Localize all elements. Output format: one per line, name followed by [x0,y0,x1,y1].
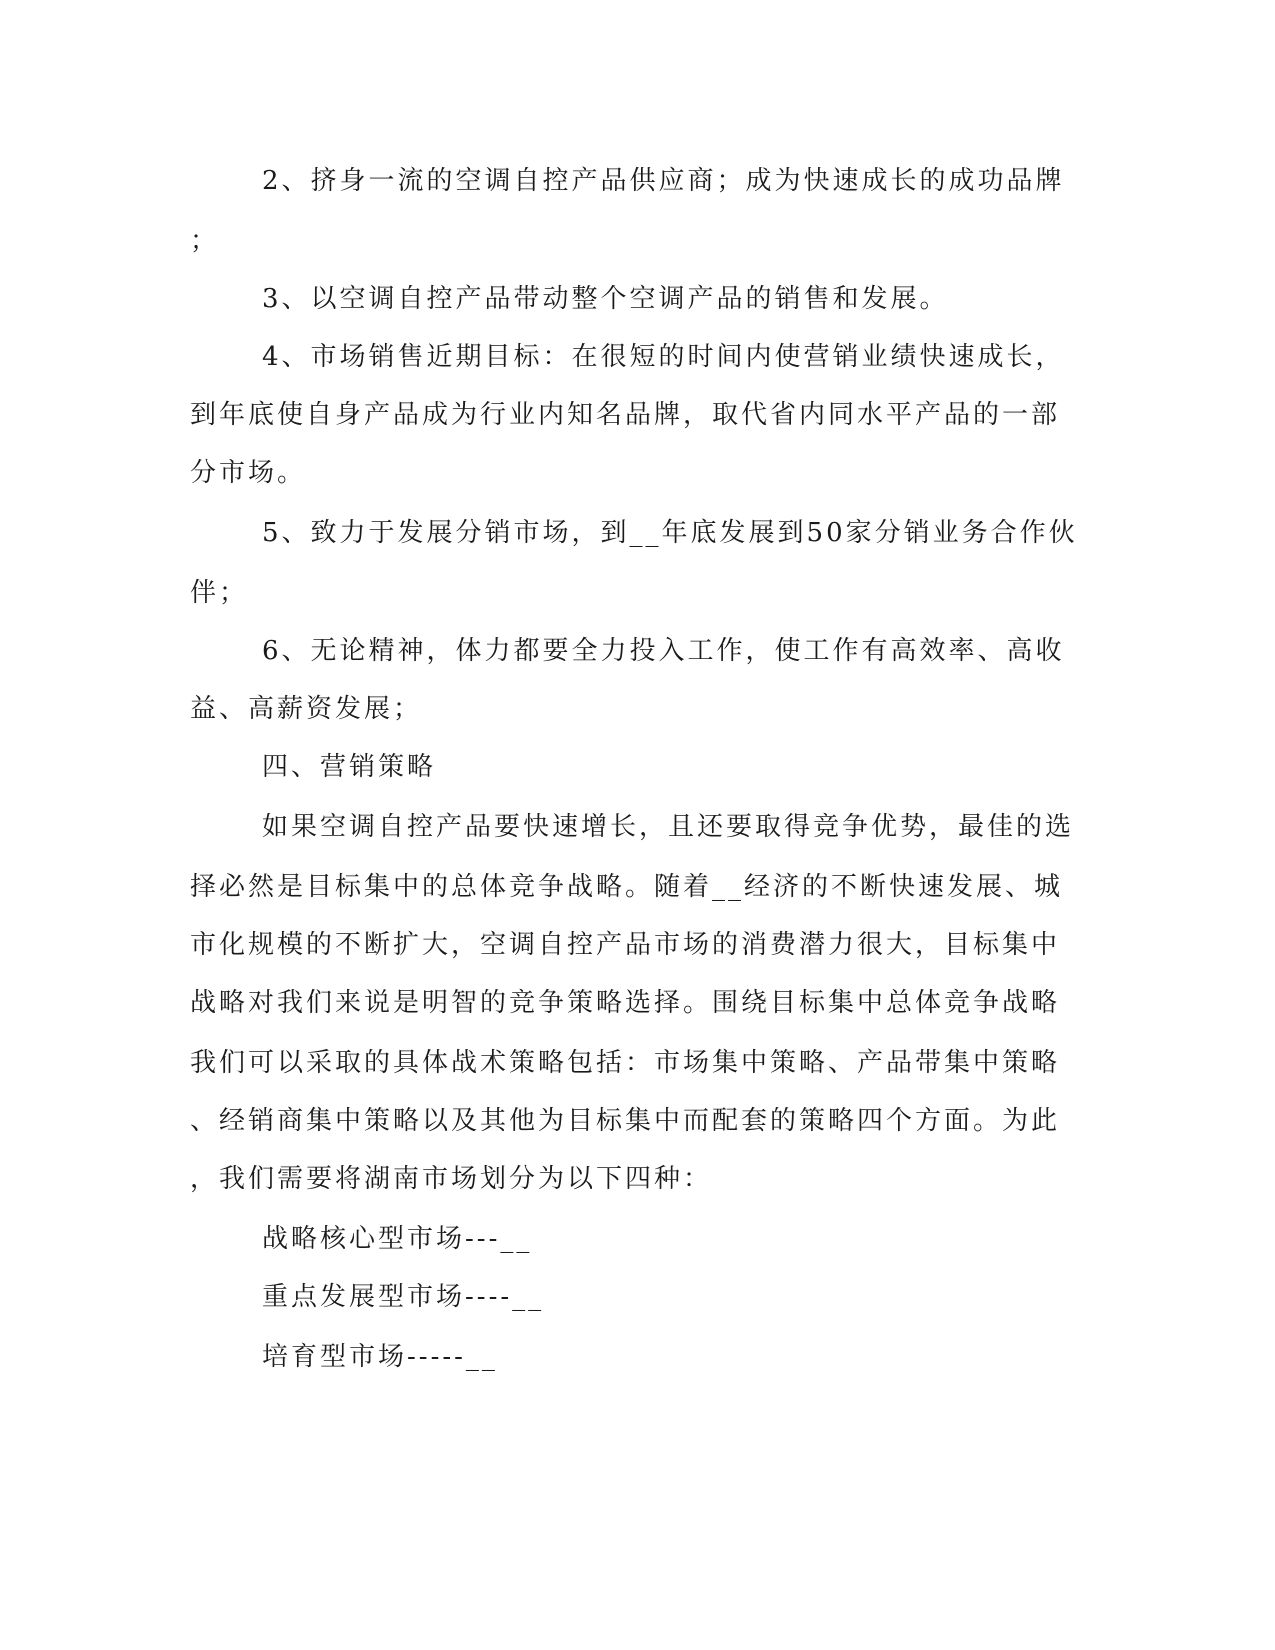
strategy-paragraph-line-6: 、经销商集中策略以及其他为目标集中而配套的策略四个方面。为此 [190,1106,1061,1136]
goal-item-4-line-2: 到年底使自身产品成为行业内知名品牌，取代省内同水平产品的一部 [190,400,1061,430]
goal-item-5-continuation: 伴； [190,578,249,608]
strategy-paragraph-line-1: 如果空调自控产品要快速增长，且还要取得竞争优势，最佳的选 [262,812,1075,842]
market-type-cultivation: 培育型市场-----__ [262,1342,498,1372]
goal-item-4: 4、市场销售近期目标：在很短的时间内使营销业绩快速成长， [262,342,1065,372]
strategy-paragraph-line-4: 战略对我们来说是明智的竞争策略选择。围绕目标集中总体竞争战略 [190,988,1061,1018]
goal-item-3: 3、以空调自控产品带动整个空调产品的销售和发展。 [262,284,949,314]
goal-item-2-continuation: ； [190,226,220,256]
goal-item-5: 5、致力于发展分销市场，到__年底发展到50家分销业务合作伙 [262,518,1078,548]
market-type-core: 战略核心型市场---__ [262,1224,533,1254]
market-type-key-development: 重点发展型市场----__ [262,1282,545,1312]
strategy-paragraph-line-2: 择必然是目标集中的总体竞争战略。随着__经济的不断快速发展、城 [190,872,1064,902]
strategy-paragraph-line-3: 市化规模的不断扩大，空调自控产品市场的消费潜力很大，目标集中 [190,930,1061,960]
strategy-paragraph-line-7: ，我们需要将湖南市场划分为以下四种： [190,1164,713,1194]
goal-item-4-line-3: 分市场。 [190,458,307,488]
goal-item-2: 2、挤身一流的空调自控产品供应商；成为快速成长的成功品牌 [262,166,1065,196]
section-heading-marketing-strategy: 四、营销策略 [262,752,437,782]
goal-item-6-continuation: 益、高薪资发展； [190,694,423,724]
goal-item-6: 6、无论精神，体力都要全力投入工作，使工作有高效率、高收 [262,636,1065,666]
strategy-paragraph-line-5: 我们可以采取的具体战术策略包括：市场集中策略、产品带集中策略 [190,1048,1061,1078]
